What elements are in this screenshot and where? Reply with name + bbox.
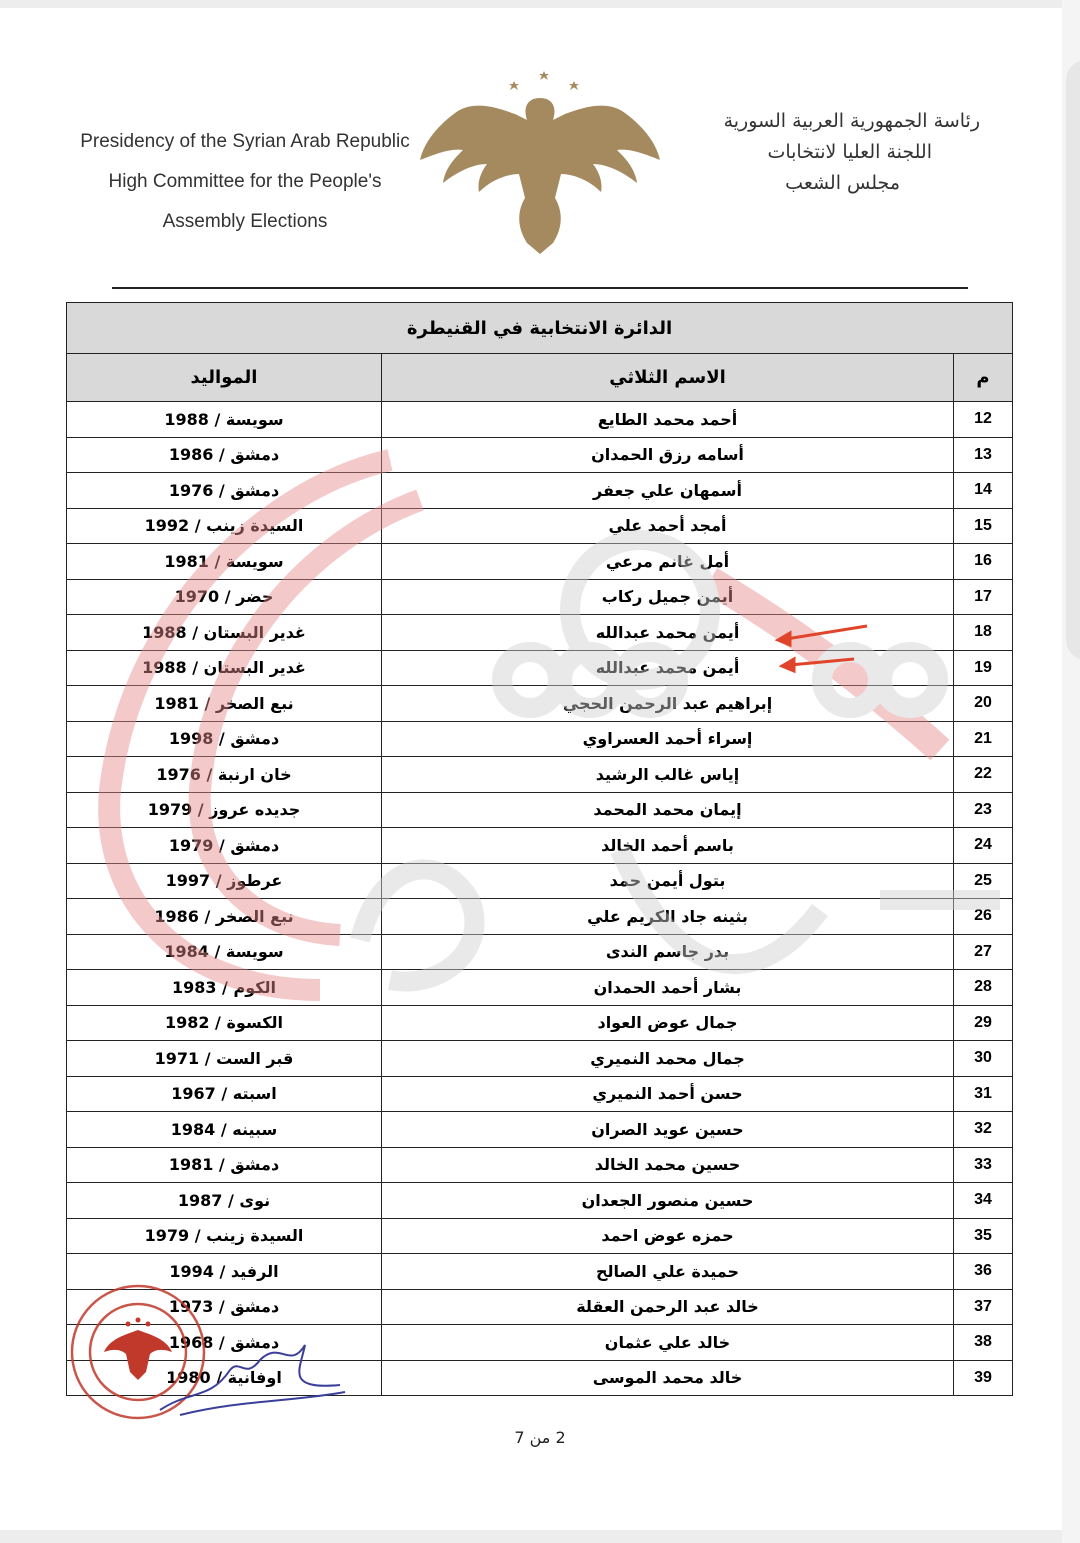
row-number: 16	[954, 544, 1013, 580]
red-arrow-icon	[770, 620, 880, 680]
table-row	[67, 1005, 1013, 1041]
row-name: حمزه عوض احمد	[382, 1218, 954, 1254]
row-name: بتول أيمن حمد	[382, 863, 954, 899]
row-number: 20	[954, 686, 1013, 722]
candidates-table	[66, 302, 1013, 1396]
table-row	[67, 1183, 1013, 1219]
row-birth: الكسوة / 1982	[67, 1005, 382, 1041]
row-number: 24	[954, 828, 1013, 864]
row-birth: دمشق / 1981	[67, 1147, 382, 1183]
row-number: 32	[954, 1112, 1013, 1148]
viewer-edge	[1062, 0, 1080, 1543]
row-birth: السيدة زينب / 1992	[67, 508, 382, 544]
row-name: حسين عويد الصران	[382, 1112, 954, 1148]
row-number: 12	[954, 402, 1013, 438]
table-row	[67, 544, 1013, 580]
row-name: جمال محمد النميري	[382, 1041, 954, 1077]
row-number: 33	[954, 1147, 1013, 1183]
row-number: 25	[954, 863, 1013, 899]
row-name: أيمن محمد عبدالله	[382, 615, 954, 651]
row-name: أسامه رزق الحمدان	[382, 437, 954, 473]
header-arabic	[660, 106, 980, 199]
row-number: 38	[954, 1325, 1013, 1361]
row-birth: خان ارنبة / 1976	[67, 757, 382, 793]
table-row	[67, 1218, 1013, 1254]
row-number: 35	[954, 1218, 1013, 1254]
row-birth: غدير البستان / 1988	[67, 650, 382, 686]
row-name: بثينه جاد الكريم علي	[382, 899, 954, 935]
table-row	[67, 757, 1013, 793]
row-birth: دمشق / 1998	[67, 721, 382, 757]
table-row	[67, 1289, 1013, 1325]
row-birth: حضر / 1970	[67, 579, 382, 615]
row-birth: سويسة / 1988	[67, 402, 382, 438]
row-number: 30	[954, 1041, 1013, 1077]
row-birth: عرطوز / 1997	[67, 863, 382, 899]
header-ar-line1: رئاسة الجمهورية العربية السورية	[723, 110, 980, 132]
header-en-line2: High Committee for the People's	[108, 171, 382, 192]
row-birth: دمشق / 1979	[67, 828, 382, 864]
table-row	[67, 1147, 1013, 1183]
row-number: 37	[954, 1289, 1013, 1325]
row-birth: قبر الست / 1971	[67, 1041, 382, 1077]
table-row	[67, 686, 1013, 722]
row-name: حسين محمد الخالد	[382, 1147, 954, 1183]
table-row	[67, 828, 1013, 864]
row-name: حسن أحمد النميري	[382, 1076, 954, 1112]
row-name: بشار أحمد الحمدان	[382, 970, 954, 1006]
header-en-line1: Presidency of the Syrian Arab Republic	[80, 131, 410, 152]
table-row	[67, 863, 1013, 899]
row-birth: غدير البستان / 1988	[67, 615, 382, 651]
row-birth: دمشق / 1976	[67, 473, 382, 509]
row-name: حميدة علي الصالح	[382, 1254, 954, 1290]
table-row	[67, 437, 1013, 473]
row-number: 27	[954, 934, 1013, 970]
row-number: 39	[954, 1360, 1013, 1396]
page-indicator: 2 من 7	[514, 1428, 566, 1447]
row-name: أحمد محمد الطايع	[382, 402, 954, 438]
table-row	[67, 1076, 1013, 1112]
row-birth: سويسة / 1981	[67, 544, 382, 580]
row-birth: اسبته / 1967	[67, 1076, 382, 1112]
table-row	[67, 721, 1013, 757]
row-name: أمل غانم مرعي	[382, 544, 954, 580]
row-number: 14	[954, 473, 1013, 509]
row-number: 18	[954, 615, 1013, 651]
header-en-line3: Assembly Elections	[162, 211, 328, 232]
row-name: أمجد أحمد علي	[382, 508, 954, 544]
row-number: 22	[954, 757, 1013, 793]
row-birth: نبع الصخر / 1986	[67, 899, 382, 935]
row-number: 21	[954, 721, 1013, 757]
row-number: 13	[954, 437, 1013, 473]
signature-icon	[150, 1330, 350, 1420]
row-name: جمال عوض العواد	[382, 1005, 954, 1041]
row-name: إيمان محمد المحمد	[382, 792, 954, 828]
row-name: خالد علي عثمان	[382, 1325, 954, 1361]
row-number: 15	[954, 508, 1013, 544]
row-birth: نبع الصخر / 1981	[67, 686, 382, 722]
table-row	[67, 1041, 1013, 1077]
column-header-number: م	[954, 354, 1013, 402]
row-birth: دمشق / 1986	[67, 437, 382, 473]
row-birth: سبينه / 1984	[67, 1112, 382, 1148]
row-name: بدر جاسم الندى	[382, 934, 954, 970]
row-birth: دمشق / 1968	[67, 1325, 382, 1361]
table-row	[67, 1254, 1013, 1290]
row-name: حسين منصور الجعدان	[382, 1183, 954, 1219]
row-name: باسم أحمد الخالد	[382, 828, 954, 864]
row-birth: سويسة / 1984	[67, 934, 382, 970]
row-number: 34	[954, 1183, 1013, 1219]
row-birth: الرفيد / 1994	[67, 1254, 382, 1290]
row-number: 19	[954, 650, 1013, 686]
row-number: 36	[954, 1254, 1013, 1290]
row-number: 23	[954, 792, 1013, 828]
eagle-emblem-icon	[415, 68, 665, 258]
row-number: 17	[954, 579, 1013, 615]
row-number: 31	[954, 1076, 1013, 1112]
table-row	[67, 934, 1013, 970]
table-row	[67, 579, 1013, 615]
table-title: الدائرة الانتخابية في القنيطرة	[67, 303, 1013, 354]
column-header-birth: المواليد	[67, 354, 382, 402]
row-birth: نوى / 1987	[67, 1183, 382, 1219]
row-birth: دمشق / 1973	[67, 1289, 382, 1325]
row-birth: اوفانية / 1980	[67, 1360, 382, 1396]
table-row	[67, 792, 1013, 828]
row-name: أيمن محمد عبدالله	[382, 650, 954, 686]
table-row	[67, 508, 1013, 544]
table-row	[67, 1112, 1013, 1148]
row-name: إياس غالب الرشيد	[382, 757, 954, 793]
row-name: إسراء أحمد العسراوي	[382, 721, 954, 757]
row-name: خالد محمد الموسى	[382, 1360, 954, 1396]
row-name: أيمن جميل ركاب	[382, 579, 954, 615]
row-name: خالد عبد الرحمن العقلة	[382, 1289, 954, 1325]
row-birth: جديده عروز / 1979	[67, 792, 382, 828]
row-birth: السيدة زينب / 1979	[67, 1218, 382, 1254]
table-row	[67, 473, 1013, 509]
header-divider	[112, 287, 968, 289]
row-number: 28	[954, 970, 1013, 1006]
header-english	[60, 122, 430, 242]
table-row	[67, 970, 1013, 1006]
row-number: 26	[954, 899, 1013, 935]
row-name: أسمهان علي جعفر	[382, 473, 954, 509]
header-ar-line3: مجلس الشعب	[785, 172, 900, 194]
column-header-name: الاسم الثلاثي	[382, 354, 954, 402]
table-row	[67, 402, 1013, 438]
header-ar-line2: اللجنة العليا لانتخابات	[767, 141, 932, 163]
table-row	[67, 899, 1013, 935]
row-number: 29	[954, 1005, 1013, 1041]
row-name: إبراهيم عبد الرحمن الحجي	[382, 686, 954, 722]
row-birth: الكوم / 1983	[67, 970, 382, 1006]
